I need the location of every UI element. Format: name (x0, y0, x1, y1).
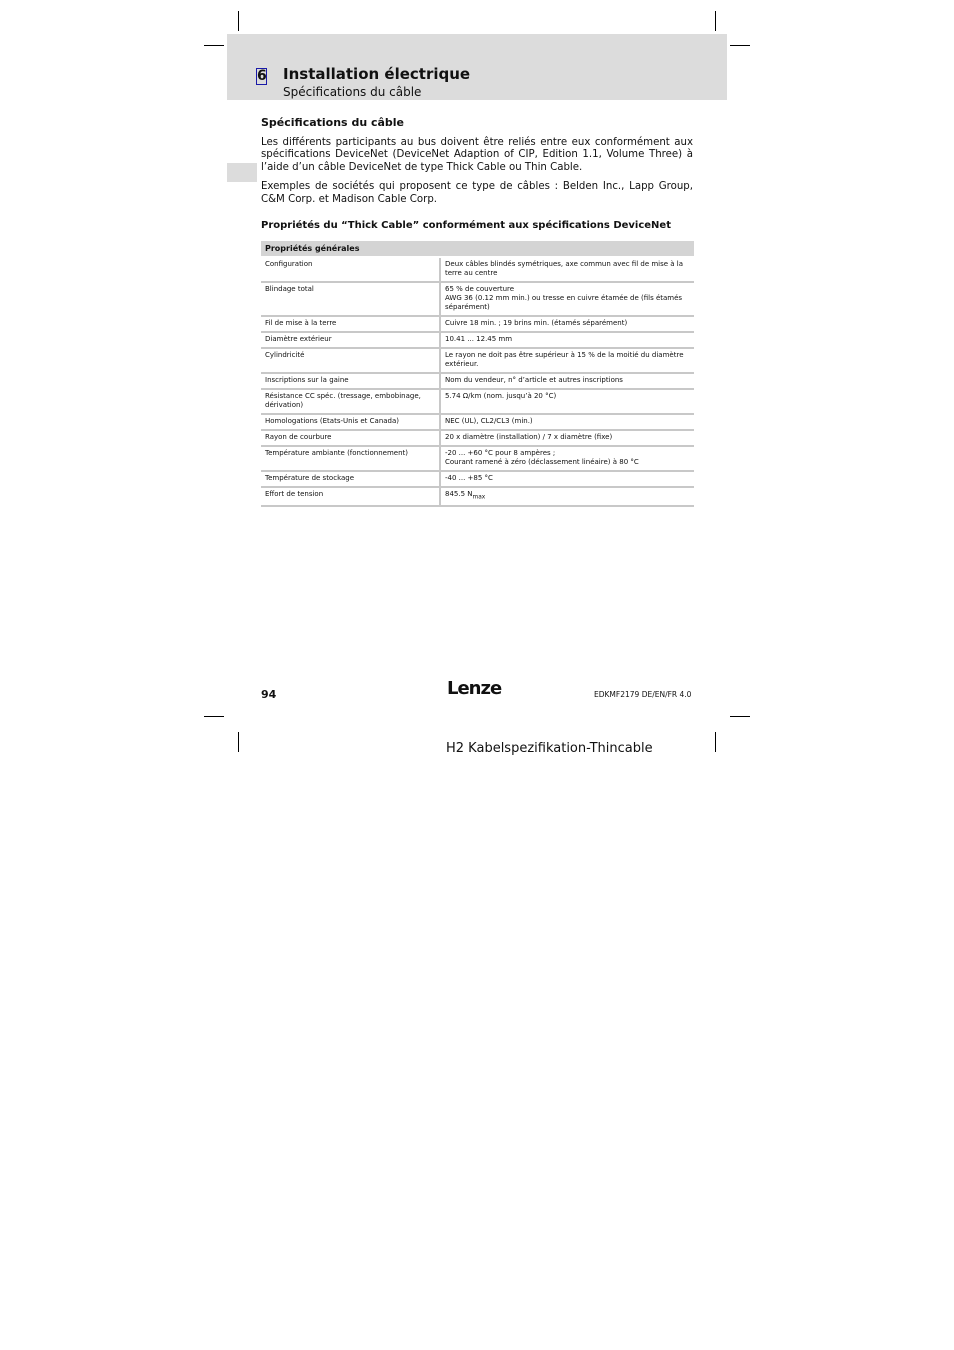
row-value-text: 845.5 N (445, 490, 473, 499)
chapter-number[interactable]: 6 (257, 68, 267, 84)
row-value-subscript: max (472, 494, 486, 501)
row-label: Homologations (Etats-Unis et Canada) (261, 415, 441, 431)
row-label: Cylindricité (261, 349, 441, 374)
row-value-line: AWG 36 (0.12 mm min.) ou tresse en cuivre étamée de (fils étamés séparément) (445, 294, 683, 312)
page-caption: H2 Kabelspezifikation-Thincable (446, 741, 653, 756)
row-label: Inscriptions sur la gaine (261, 374, 441, 390)
table-row (261, 349, 694, 374)
crop-mark (238, 11, 239, 31)
row-label: Fil de mise à la terre (261, 317, 441, 333)
row-value-line: 65 % de couverture (445, 285, 515, 294)
table-row (261, 283, 694, 317)
document-reference: EDKMF2179 DE/EN/FR 4.0 (594, 690, 692, 699)
spec-table (261, 241, 694, 507)
table-row (261, 333, 694, 349)
table-row (261, 472, 694, 488)
crop-mark (715, 11, 716, 31)
row-value: Deux câbles blindés symétriques, axe commun avec fil de mise à la terre au centre (441, 258, 694, 283)
row-value: 20 x diamètre (installation) / 7 x diamètre (fixe) (441, 431, 694, 447)
row-value (441, 283, 694, 317)
table-row (261, 447, 694, 472)
row-label: Température ambiante (fonctionnement) (261, 447, 441, 472)
row-value-line: Courant ramené à zéro (déclassement linéaire) à 80 °C (445, 458, 639, 467)
table-row (261, 415, 694, 431)
table-header: Propriétés générales (261, 241, 694, 258)
chapter-title: Installation électrique (283, 65, 471, 83)
crop-mark (715, 732, 716, 752)
row-label: Diamètre extérieur (261, 333, 441, 349)
row-label: Configuration (261, 258, 441, 283)
crop-mark (730, 716, 750, 717)
table-row (261, 374, 694, 390)
table-row (261, 258, 694, 283)
crop-mark (204, 45, 224, 46)
lenze-logo: Lenze (447, 678, 502, 699)
crop-mark (204, 716, 224, 717)
paragraph: Les différents participants au bus doivent être reliés entre eux conformément aux spécifications DeviceNet (DeviceNet Adaption of CIP, Edition 1.1, Volume Three) à l’aide d’un câble DeviceNet de type Thick Cable ou Thin Cable. (261, 137, 693, 173)
row-label: Résistance CC spéc. (tressage, embobinage, dérivation) (261, 390, 441, 415)
section-heading: Spécifications du câble (261, 116, 405, 129)
table-row (261, 431, 694, 447)
paragraph: Exemples de sociétés qui proposent ce type de câbles : Belden Inc., Lapp Group, C&M Corp. et Madison Cable Corp. (261, 181, 693, 205)
row-value-line: -20 ... +60 °C pour 8 ampères ; (445, 449, 556, 458)
row-value: -40 ... +85 °C (441, 472, 694, 488)
page-number: 94 (261, 688, 277, 701)
row-label: Température de stockage (261, 472, 441, 488)
main-content (261, 116, 693, 507)
table-heading: Propriétés du “Thick Cable” conformément aux spécifications DeviceNet (261, 220, 671, 232)
crop-mark (730, 45, 750, 46)
row-value: Cuivre 18 min. ; 19 brins min. (étamés séparément) (441, 317, 694, 333)
chapter-subtitle: Spécifications du câble (283, 85, 422, 99)
row-value: 10.41 ... 12.45 mm (441, 333, 694, 349)
row-value: NEC (UL), CL2/CL3 (min.) (441, 415, 694, 431)
row-value (441, 488, 694, 507)
crop-mark (238, 732, 239, 752)
row-value: Nom du vendeur, n° d’article et autres inscriptions (441, 374, 694, 390)
side-tab-marker (227, 163, 257, 182)
row-value (441, 447, 694, 472)
row-value: 5.74 Ω/km (nom. jusqu’à 20 °C) (441, 390, 694, 415)
table-row (261, 390, 694, 415)
row-label: Effort de tension (261, 488, 441, 507)
row-label: Rayon de courbure (261, 431, 441, 447)
row-value: Le rayon ne doit pas être supérieur à 15 % de la moitié du diamètre extérieur. (441, 349, 694, 374)
row-label: Blindage total (261, 283, 441, 317)
table-row (261, 317, 694, 333)
table-row (261, 488, 694, 507)
